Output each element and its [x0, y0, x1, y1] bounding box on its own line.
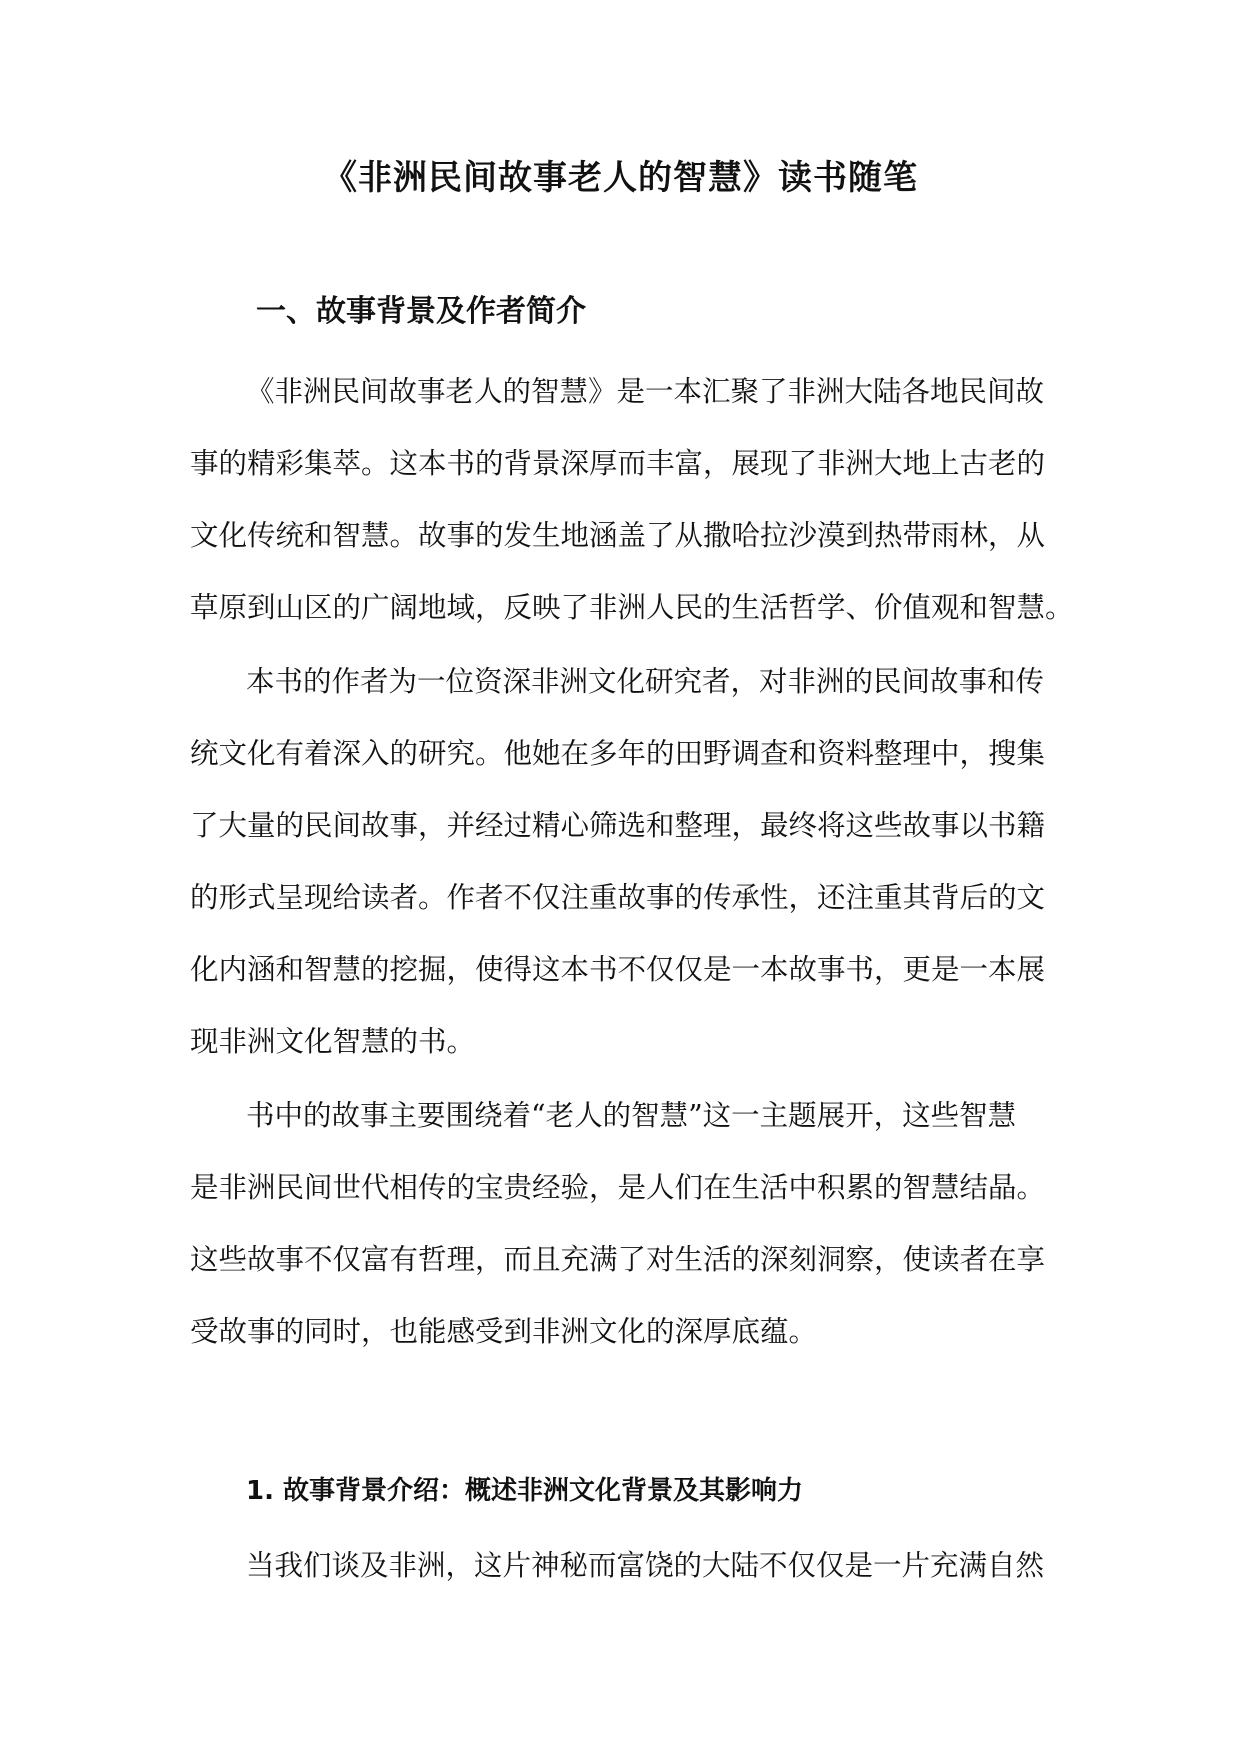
- paragraph-line: 《非洲民间故事老人的智慧》是一本汇聚了非洲大陆各地民间故: [246, 375, 1045, 408]
- page-title: 《非洲民间故事老人的智慧》读书随笔: [323, 158, 918, 198]
- paragraph-line: 的形式呈现给读者。作者不仅注重故事的传承性，还注重其背后的文: [190, 881, 1046, 914]
- paragraph-line: 书中的故事主要围绕着“老人的智慧”这一主题展开，这些智慧: [246, 1099, 1017, 1132]
- paragraph-line: 本书的作者为一位资深非洲文化研究者，对非洲的民间故事和传: [246, 665, 1045, 698]
- paragraph-line: 这些故事不仅富有哲理，而且充满了对生活的深刻洞察，使读者在享: [190, 1243, 1046, 1276]
- paragraph-line: 文化传统和智慧。故事的发生地涵盖了从撒哈拉沙漠到热带雨林，从: [190, 519, 1046, 552]
- paragraph-line: 了大量的民间故事，并经过精心筛选和整理，最终将这些故事以书籍: [190, 809, 1046, 842]
- paragraph-line: 草原到山区的广阔地域，反映了非洲人民的生活哲学、价值观和智慧。: [190, 591, 1074, 624]
- paragraph-line: 受故事的同时，也能感受到非洲文化的深厚底蕴。: [190, 1315, 818, 1348]
- paragraph-line: 是非洲民间世代相传的宝贵经验，是人们在生活中积累的智慧结晶。: [190, 1171, 1046, 1204]
- section-heading-1: 一、故事背景及作者简介: [256, 294, 586, 329]
- section-heading-2: 1. 故事背景介绍：概述非洲文化背景及其影响力: [246, 1476, 804, 1506]
- paragraph-line: 现非洲文化智慧的书。: [190, 1025, 476, 1058]
- paragraph-line: 事的精彩集萃。这本书的背景深厚而丰富，展现了非洲大地上古老的: [190, 447, 1046, 480]
- paragraph-line: 化内涵和智慧的挖掘，使得这本书不仅仅是一本故事书，更是一本展: [190, 953, 1046, 986]
- paragraph-line: 统文化有着深入的研究。他她在多年的田野调查和资料整理中，搜集: [190, 737, 1046, 770]
- paragraph-line: 当我们谈及非洲，这片神秘而富饶的大陆不仅仅是一片充满自然: [246, 1549, 1045, 1582]
